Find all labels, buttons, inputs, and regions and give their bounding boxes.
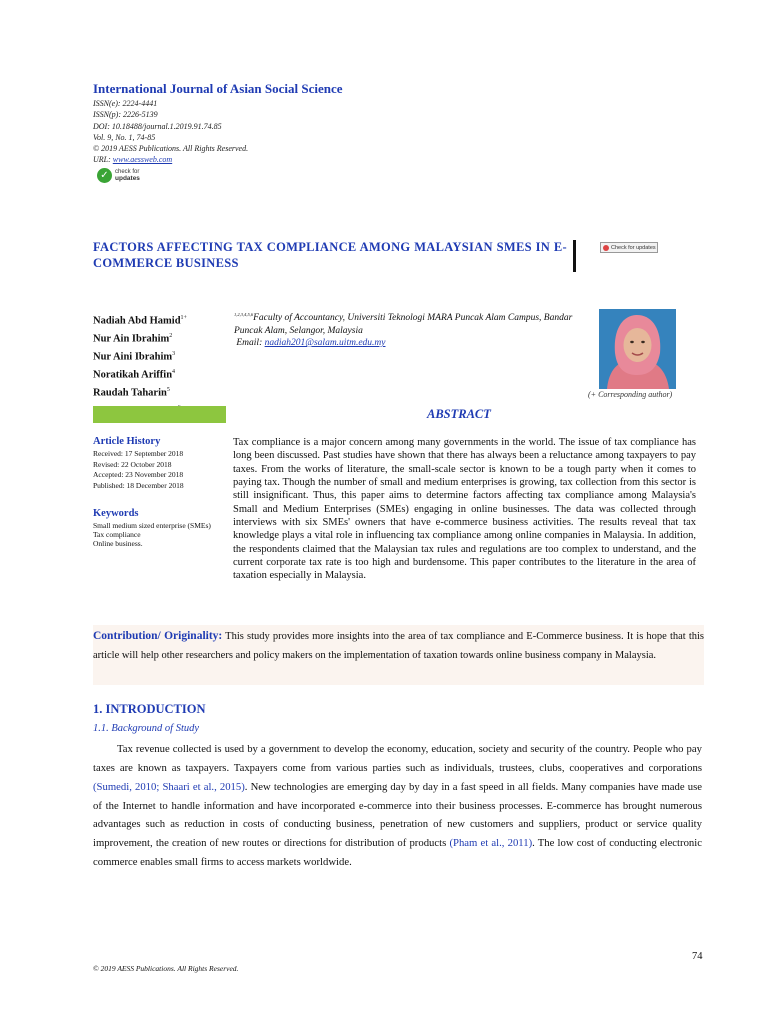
paper-title: FACTORS AFFECTING TAX COMPLIANCE AMONG MALAYSIAN SMES IN E-COMMERCE BUSINESS <box>93 240 567 270</box>
article-history-heading: Article History <box>93 436 161 447</box>
doi: DOI: 10.18488/journal.1.2019.91.74.85 <box>93 121 222 131</box>
author: Nur Aini Ibrahim$^3$ <box>93 351 176 363</box>
footer-copyright: © 2019 AESS Publications. All Rights Reserved. <box>93 964 239 973</box>
affiliation-sup: 1,2,3,4,5,6 <box>234 312 254 317</box>
crossmark-icon <box>603 245 609 251</box>
contribution-text <box>93 627 704 665</box>
citation-link[interactable]: (Sumedi, 2010; Shaari et al., 2015) <box>93 780 245 793</box>
contribution-box <box>93 625 704 685</box>
intro-text-2: . New technologies are emerging day by day in a fast speed in all fields. Many companies have made use of the Internet to handle information and have incorporated e-commerce into their business processes. E-commerce has brought numerous advantages such as reduction in costs of conducting business, penetration of new customers and suppliers, product or service quality improvement, the creation of new routes or directions for distribution of products <box>93 780 702 850</box>
article-history-list <box>93 449 184 491</box>
author-photo <box>599 309 676 389</box>
corresponding-author-note: (+ Corresponding author) <box>588 390 673 399</box>
contribution-body: This study provides more insights into the area of tax compliance and E-Commerce business. It is hope that this article will help other researchers and policy makers on the implementation of taxation towards online business company in Malaysia. <box>93 631 704 661</box>
check-for-updates-badge[interactable] <box>97 168 140 183</box>
issn-print: ISSN(p): 2226-5139 <box>93 110 158 120</box>
green-accent-bar <box>93 406 226 423</box>
keywords-heading: Keywords <box>93 508 139 519</box>
intro-text-1: Tax revenue collected is used by a government to develop the economy, education, society and security of the country. People who pay taxes are known as taxpayers. Taxpayers come from various parties such as individuals, trustees, clubs, cooperatives and corporations <box>93 743 702 774</box>
history-item: Accepted: 23 November 2018 <box>93 470 184 479</box>
history-item: Published: 18 December 2018 <box>93 480 184 490</box>
author: Nadiah Abd Hamid$^{1+}$ <box>93 315 187 327</box>
author: Nur Ain Ibrahim$^2$ <box>93 333 173 345</box>
issn-electronic: ISSN(e): 2224-4441 <box>93 99 158 108</box>
abstract-heading: ABSTRACT <box>427 407 491 421</box>
subsection-heading: 1.1. Background of Study <box>93 723 200 734</box>
affiliation-text: Faculty of Accountancy, Universiti Teknologi MARA Puncak Alam Campus, Bandar Puncak Alam, Selangor, Malaysia <box>234 313 573 336</box>
intro-text-3: . The low cost of conducting electronic commerce enables small firms to access markets worldwide. <box>93 837 702 869</box>
check-for-updates-button[interactable] <box>600 242 658 253</box>
intro-paragraph <box>93 740 702 872</box>
email-link[interactable]: nadiah201@salam.uitm.edu.my <box>264 338 386 349</box>
history-item: Received: 17 September 2018 <box>93 449 184 458</box>
url-label: URL: <box>93 155 113 165</box>
check-for-updates-label: Check for updates <box>611 244 656 251</box>
contribution-label: Contribution/ Originality: <box>93 630 223 642</box>
section-heading: 1. INTRODUCTION <box>93 702 206 716</box>
history-item: Revised: 22 October 2018 <box>93 459 172 469</box>
journal-title: International Journal of Asian Social Science <box>93 81 343 96</box>
keyword: Online business. <box>93 538 143 548</box>
author: Raudah Taharin$^5$ <box>93 387 170 399</box>
check-icon: ✓ <box>97 168 112 183</box>
check-for-updates-text: check for updates <box>115 169 140 182</box>
author-list <box>93 311 187 420</box>
keyword: Small medium sized enterprise (SMEs) <box>93 521 211 530</box>
url-line <box>93 154 248 165</box>
keywords-list <box>93 522 220 548</box>
page-number: 74 <box>692 951 703 962</box>
title-divider <box>573 240 576 272</box>
email-label: Email: <box>236 338 265 349</box>
author: Noratikah Ariffin$^4$ <box>93 369 176 381</box>
volume: Vol. 9, No. 1, 74-85 <box>93 132 156 142</box>
keyword: Tax compliance <box>93 529 141 539</box>
journal-url-link[interactable]: www.aessweb.com <box>112 155 173 165</box>
citation-link[interactable]: (Pham et al., 2011) <box>449 837 533 850</box>
affiliation <box>234 309 574 350</box>
abstract-text: Tax compliance is a major concern among many governments in the world. The issue of tax compliance has long been discussed. Past studies have shown that there has always been a reluctance among taxpayers to pay taxes. From the works of literature, the small-scale sector is known to be a tough party when it comes to paying tax. Though the number of small and medium enterprises is growing, tax collection from this sector is still insignificant. Thus, this paper aims to determine factors affecting tax compliance among Malaysia's Small and Medium Enterprises (SMEs) engaging in online businesses. The data was collected through interviews with six SMEs' owners that have e-commerce business activities. The results reveal that tax knowledge plays a vital role in influencing tax compliance among online companies in Malaysia. In addition, the respondents claimed that the Malaysian tax rules and regulations are too complex to understand, and the current corporate tax rate is too high and burdensome. This paper contributes to the literature in the area of taxation especially in Malaysia. <box>233 437 696 582</box>
journal-meta <box>93 98 248 166</box>
journal-copyright: © 2019 AESS Publications. All Rights Reserved. <box>93 144 249 154</box>
